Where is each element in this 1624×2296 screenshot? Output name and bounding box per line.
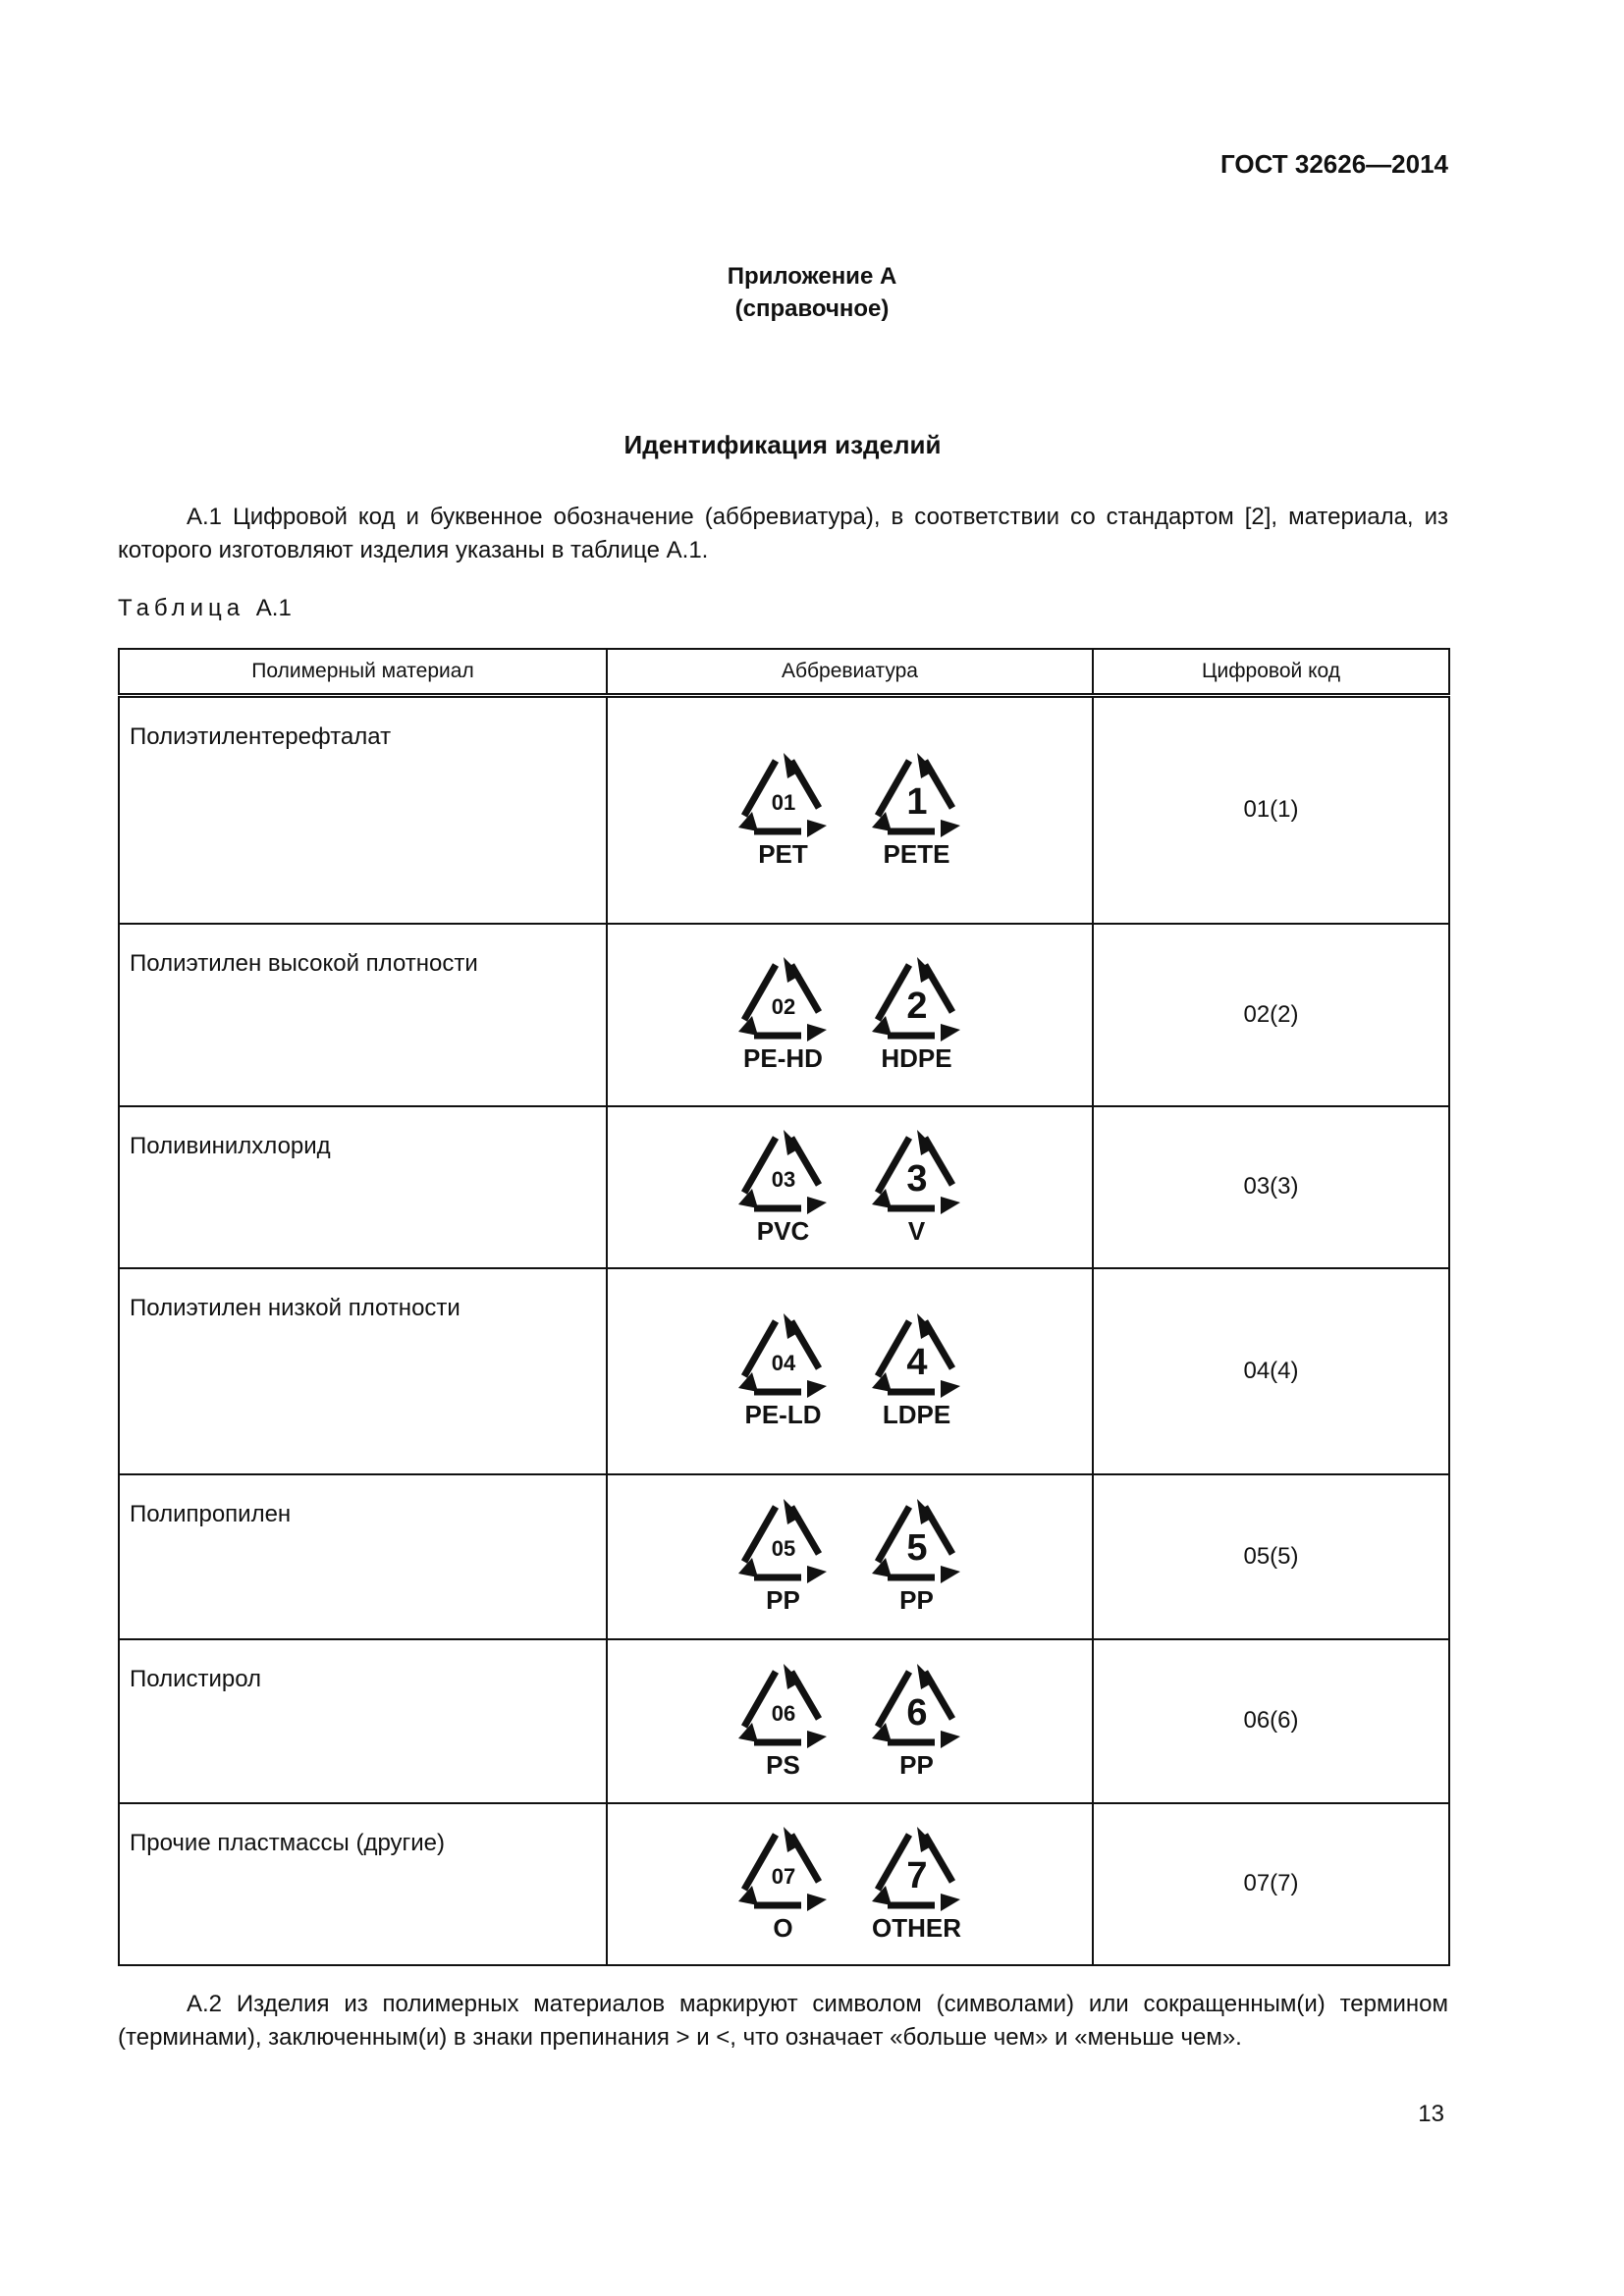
- abbreviation-cell: [607, 696, 1093, 924]
- recycling-symbol-pair: [608, 1311, 1092, 1430]
- recycling-symbol-short: [731, 1128, 837, 1247]
- recycling-triangle-icon: [732, 1825, 835, 1915]
- abbreviation-cell: [607, 1268, 1093, 1474]
- recycling-symbol-long: [864, 1128, 970, 1247]
- recycling-symbol-pair: [608, 1662, 1092, 1781]
- symbol-abbreviation: PETE: [883, 838, 950, 869]
- recycling-symbol-pair: [608, 955, 1092, 1074]
- symbol-number: 7: [905, 1854, 928, 1896]
- table-caption-number: А.1: [255, 595, 292, 621]
- numeric-code-cell: 06(6): [1093, 1639, 1449, 1803]
- material-codes-table: [118, 648, 1450, 1966]
- symbol-abbreviation: PS: [766, 1749, 800, 1780]
- annex-title: Приложение А: [727, 263, 897, 290]
- material-name-cell: Поливинилхлорид: [119, 1106, 607, 1268]
- symbol-number: 02: [771, 994, 795, 1019]
- symbol-number: 4: [905, 1342, 928, 1383]
- recycling-triangle-icon: [732, 955, 835, 1045]
- paragraph-a2-text: А.2 Изделия из полимерных материалов маркируют символом (символами) или сокращенным(и) термином (терминами), заключенным(и) в знаки препинания > и <, что означает «больше чем» и «меньше чем».: [118, 1991, 1448, 2051]
- table-caption: [118, 595, 292, 622]
- symbol-abbreviation: PVC: [756, 1215, 810, 1246]
- recycling-symbol-short: [731, 751, 837, 870]
- symbol-abbreviation: PE-HD: [743, 1043, 823, 1073]
- symbol-number: 2: [905, 986, 928, 1027]
- recycling-symbol-long: [864, 1497, 970, 1616]
- symbol-abbreviation: PE-LD: [744, 1400, 822, 1429]
- symbol-number: 05: [771, 1536, 795, 1561]
- recycling-triangle-icon: [866, 1128, 968, 1218]
- recycling-triangle-icon: [866, 1497, 968, 1587]
- recycling-symbol-short: [731, 1311, 837, 1430]
- recycling-triangle-icon: [732, 1662, 835, 1752]
- symbol-number: 3: [905, 1157, 928, 1200]
- section-title: Идентификация изделий: [623, 430, 942, 459]
- symbol-number: 06: [771, 1700, 795, 1726]
- recycling-symbol-long: [864, 751, 970, 870]
- abbreviation-cell: [607, 924, 1093, 1106]
- symbol-abbreviation: V: [907, 1215, 926, 1246]
- material-name-cell: Прочие пластмассы (другие): [119, 1803, 607, 1965]
- symbol-abbreviation: LDPE: [882, 1400, 951, 1429]
- paragraph-a1-text: А.1 Цифровой код и буквенное обозначение (аббревиатура), в соответствии со стандартом [2], материала, из которого изготовляют изделия указаны в таблице А.1.: [118, 504, 1448, 563]
- annex-subtitle: (справочное): [734, 295, 890, 322]
- material-name-cell: Полиэтилен низкой плотности: [119, 1268, 607, 1474]
- symbol-abbreviation: PP: [766, 1585, 800, 1615]
- document-code: ГОСТ 32626—2014: [1220, 149, 1448, 179]
- table-row: [119, 696, 1449, 924]
- header-abbreviation: Аббревиатура: [607, 649, 1093, 696]
- recycling-triangle-icon: [866, 751, 968, 841]
- material-name-cell: Полистирол: [119, 1639, 607, 1803]
- recycling-triangle-icon: [866, 1825, 968, 1915]
- paragraph-a2: [118, 1988, 1448, 2055]
- table-caption-word: Таблица: [118, 595, 245, 621]
- numeric-code-cell: 04(4): [1093, 1268, 1449, 1474]
- table-row: [119, 1106, 1449, 1268]
- recycling-symbol-pair: [608, 1497, 1092, 1616]
- symbol-abbreviation: PP: [899, 1585, 934, 1615]
- recycling-symbol-pair: [608, 751, 1092, 870]
- table-row: [119, 1268, 1449, 1474]
- symbol-number: 6: [905, 1691, 928, 1734]
- recycling-triangle-icon: [866, 955, 968, 1045]
- material-name-cell: Полиэтилентерефталат: [119, 696, 607, 924]
- abbreviation-cell: [607, 1474, 1093, 1639]
- symbol-abbreviation: O: [773, 1912, 793, 1943]
- symbol-number: 01: [771, 789, 795, 815]
- table-row: [119, 1474, 1449, 1639]
- recycling-symbol-short: [731, 1497, 837, 1616]
- recycling-symbol-short: [731, 1825, 837, 1944]
- symbol-number: 1: [905, 780, 928, 823]
- numeric-code-cell: 03(3): [1093, 1106, 1449, 1268]
- numeric-code-cell: 02(2): [1093, 924, 1449, 1106]
- symbol-abbreviation: HDPE: [881, 1043, 952, 1073]
- recycling-triangle-icon: [732, 1497, 835, 1587]
- symbol-number: 03: [771, 1166, 795, 1192]
- recycling-symbol-pair: [608, 1128, 1092, 1247]
- recycling-symbol-short: [731, 955, 837, 1074]
- symbol-number: 04: [771, 1351, 795, 1375]
- abbreviation-cell: [607, 1639, 1093, 1803]
- numeric-code-cell: 07(7): [1093, 1803, 1449, 1965]
- paragraph-a1: [118, 501, 1448, 567]
- recycling-triangle-icon: [866, 1311, 968, 1402]
- header-material: Полимерный материал: [119, 649, 607, 696]
- abbreviation-cell: [607, 1803, 1093, 1965]
- header-code: Цифровой код: [1093, 649, 1449, 696]
- table-row: [119, 1803, 1449, 1965]
- numeric-code-cell: 05(5): [1093, 1474, 1449, 1639]
- recycling-symbol-long: [864, 1662, 970, 1781]
- symbol-number: 07: [771, 1863, 795, 1889]
- recycling-triangle-icon: [732, 1128, 835, 1218]
- table-header-row: [119, 649, 1449, 696]
- symbol-abbreviation: PET: [758, 838, 808, 869]
- page-number: 13: [1418, 2101, 1444, 2127]
- recycling-symbol-long: [864, 1825, 970, 1944]
- symbol-abbreviation: OTHER: [872, 1912, 961, 1943]
- recycling-triangle-icon: [732, 1311, 835, 1402]
- recycling-triangle-icon: [866, 1662, 968, 1752]
- table-row: [119, 924, 1449, 1106]
- symbol-number: 5: [905, 1527, 928, 1569]
- material-name-cell: Полипропилен: [119, 1474, 607, 1639]
- recycling-symbol-long: [864, 955, 970, 1074]
- abbreviation-cell: [607, 1106, 1093, 1268]
- symbol-abbreviation: PP: [899, 1749, 934, 1780]
- annex-heading: [0, 260, 1624, 325]
- recycling-symbol-pair: [608, 1825, 1092, 1944]
- numeric-code-cell: 01(1): [1093, 696, 1449, 924]
- recycling-symbol-short: [731, 1662, 837, 1781]
- material-name-cell: Полиэтилен высокой плотности: [119, 924, 607, 1106]
- recycling-symbol-long: [864, 1311, 970, 1430]
- table-row: [119, 1639, 1449, 1803]
- recycling-triangle-icon: [732, 751, 835, 841]
